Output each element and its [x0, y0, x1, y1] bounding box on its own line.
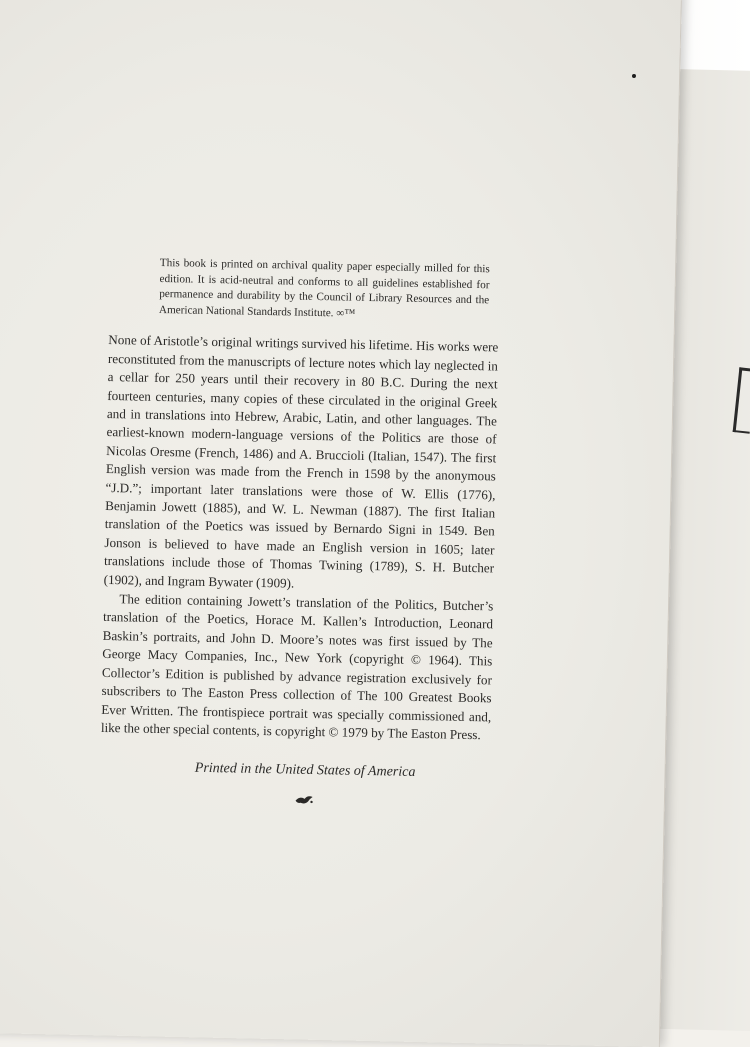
speck-mark [632, 74, 636, 78]
archival-paper-notice: This book is printed on archival quality paper especially milled for this edition. It is acid-neutral and conforms to all guidelines established for permanence and durability by the Council of Library Resources and the American National Standards Institute. ∞™ [158, 256, 490, 320]
printed-in-line: Printed in the United States of America [194, 761, 416, 781]
publication-history [101, 331, 499, 744]
history-paragraph-1: None of Aristotle’s original writings survived his lifetime. His works were reconstituted from the manuscripts of lecture notes which lay neglected in a cellar for 250 years until their recovery in 80 B.C. During the next fourteen centuries, many copies of these circulated in the original Greek and in translations into Hebrew, Arabic, Latin, and other languages. The earliest-known modern-language versions of the Politics are those of Nicolas Oresme (French, 1486) and A. Bruccioli (Italian, 1547). The first English version was made from the French in 1598 by the anonymous “J.D.”; important later translations were those of W. Ellis (1776), Benjamin Jowett (1885), and W. L. Newman (1887). The first Italian translation of the Poetics was issued by Bernardo Signi in 1549. Ben Jonson is believed to have made an English version in 1605; later translations include those of Thomas Twining (1789), S. H. Butcher (1902), and Ingram Bywater (1909). [103, 332, 499, 591]
history-paragraph-2: The edition containing Jowett’s translation of the Politics, Butcher’s translation of the Poetics, Horace M. Kallen’s Introduction, Leonard Baskin’s portraits, and John D. Moore’s notes was first issued by The George Macy Companies, Inc., New York (copyright © 1964). This Collector’s Edition is published by advance registration exclusively for subscribers to The Easton Press collection of The 100 Greatest Books Ever Written. The frontispiece portrait was specially commissioned and, like the other special contents, is copyright © 1979 by The Easton Press. [100, 591, 494, 743]
colophon-text-block [99, 255, 500, 815]
